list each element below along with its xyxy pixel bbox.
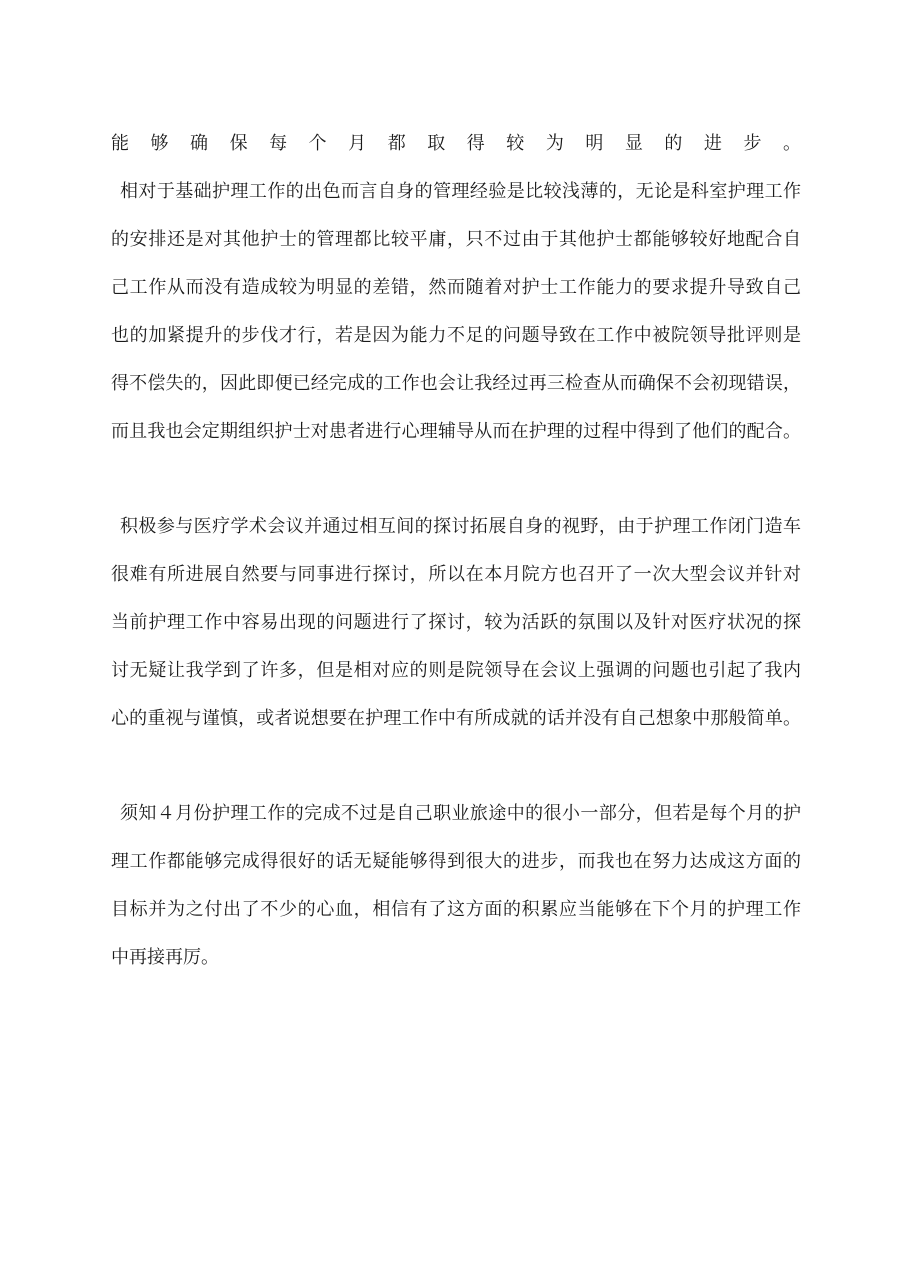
- paragraph-line: 讨无疑让我学到了许多，但是相对应的则是院领导在会议上强调的问题也引起了我内: [111, 660, 801, 681]
- paragraph-line: 能 够 确 保 每 个 月 都 取 得 较 为 明 显 的 进 步 。: [111, 133, 801, 154]
- paragraph-line: 当前护理工作中容易出现的问题进行了探讨，较为活跃的氛围以及针对医疗状况的探: [111, 612, 801, 633]
- paragraph-line: 而且我也会定期组织护士对患者进行心理辅导从而在护理的过程中得到了他们的配合。: [111, 421, 801, 442]
- paragraph-line: 相对于基础护理工作的出色而言自身的管理经验是比较浅薄的，无论是科室护理工作: [120, 181, 801, 202]
- paragraph-line: 须知４月份护理工作的完成不过是自己职业旅途中的很小一部分，但若是每个月的护: [120, 803, 801, 824]
- paragraph-line: 心的重视与谨慎，或者说想要在护理工作中有所成就的话并没有自己想象中那般简单。: [111, 708, 801, 729]
- paragraph-line: 中再接再厉。: [111, 947, 219, 968]
- paragraph-line: 积极参与医疗学术会议并通过相互间的探讨拓展自身的视野，由于护理工作闭门造车: [120, 516, 801, 537]
- paragraph-line: 的安排还是对其他护士的管理都比较平庸，只不过由于其他护士都能够较好地配合自: [111, 229, 801, 250]
- paragraph-line: 很难有所进展自然要与同事进行探讨，所以在本月院方也召开了一次大型会议并针对: [111, 564, 801, 585]
- paragraph-line: 理工作都能够完成得很好的话无疑能够得到很大的进步，而我也在努力达成这方面的: [111, 851, 801, 872]
- paragraph-line: 也的加紧提升的步伐才行，若是因为能力不足的问题导致在工作中被院领导批评则是: [111, 325, 801, 346]
- paragraph-line: 己工作从而没有造成较为明显的差错，然而随着对护士工作能力的要求提升导致自己: [111, 277, 801, 298]
- paragraph-line: 得不偿失的，因此即便已经完成的工作也会让我经过再三检查从而确保不会初现错误，: [111, 373, 801, 394]
- paragraph-line: 目标并为之付出了不少的心血，相信有了这方面的积累应当能够在下个月的护理工作: [111, 899, 801, 920]
